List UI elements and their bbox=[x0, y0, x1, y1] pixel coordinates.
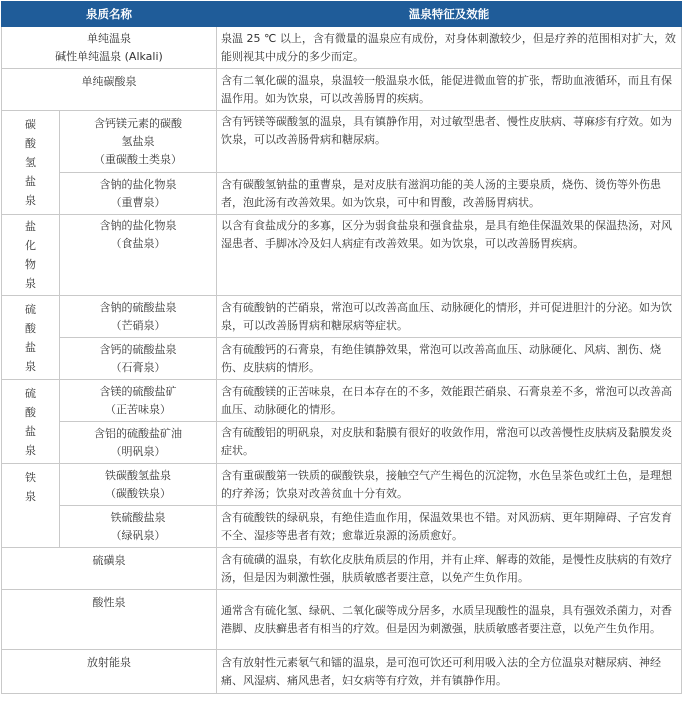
table-row bbox=[2, 650, 682, 694]
group-label-char: 盐 bbox=[25, 424, 36, 438]
spring-name-cell bbox=[60, 506, 217, 548]
table-row bbox=[2, 548, 682, 590]
group-label-char: 铁 bbox=[25, 471, 36, 484]
table-row bbox=[2, 590, 682, 650]
spring-name-cell bbox=[2, 650, 217, 694]
spring-name-cell bbox=[2, 548, 217, 590]
spring-description: 通常含有硫化氢、绿矾、二氧化碳等成分居多，水质呈现酸性的温泉，具有强效杀菌力，对香港脚、皮肤癣患者有相当的疗效。但是因为刺激强，肤质敏感者要注意，以免产生负作用。 bbox=[217, 590, 682, 650]
spring-name-cell bbox=[60, 338, 217, 380]
group-label-char: 硫 bbox=[25, 302, 36, 316]
spring-name-line: （正苦味泉） bbox=[105, 402, 171, 416]
spring-description: 泉温 25 ℃ 以上，含有微量的温泉应有成份，对身体刺激较少，但是疗养的范围相对扩大，效能则视其中成分的多少而定。 bbox=[217, 27, 682, 69]
group-label-char: 泉 bbox=[25, 443, 36, 457]
table-header-row bbox=[2, 2, 682, 27]
header-spring-features: 温泉特征及效能 bbox=[217, 2, 682, 27]
group-label-carbonate bbox=[2, 111, 60, 215]
spring-name-line: 含钙的硫酸盐泉 bbox=[99, 342, 177, 356]
group-label-char: 氢 bbox=[25, 156, 36, 169]
header-spring-name: 泉质名称 bbox=[2, 2, 217, 27]
spring-name-line: 含钠的盐化物泉 bbox=[99, 177, 177, 191]
group-label-char: 泉 bbox=[25, 490, 36, 503]
spring-name-line: 单纯温泉 bbox=[87, 31, 131, 45]
group-label-char: 酸 bbox=[25, 321, 36, 335]
spring-name-line: 铁碳酸氢盐泉 bbox=[105, 468, 171, 482]
spring-description: 以含有食盐成分的多寡，区分为弱食盐泉和强食盐泉，是具有绝佳保温效果的保温热汤，对风湿患者、手脚冰冷及妇人病症有改善效果。如为饮泉，可以改善肠胃疾病。 bbox=[217, 215, 682, 296]
spring-name-line: （明矾泉） bbox=[110, 444, 166, 458]
spring-name-cell bbox=[60, 173, 217, 215]
spring-name-line: 含钠的硫酸盐泉 bbox=[99, 300, 177, 314]
group-label-char: 泉 bbox=[25, 194, 36, 207]
group-label-char: 盐 bbox=[25, 340, 36, 354]
spring-name-cell bbox=[60, 464, 217, 506]
spring-name-line: （碳酸铁泉） bbox=[105, 486, 171, 500]
spring-name-cell bbox=[60, 111, 217, 173]
spring-name-cell bbox=[2, 590, 217, 650]
spring-name-cell bbox=[60, 422, 217, 464]
spring-name-cell bbox=[2, 69, 217, 111]
spring-description: 含有硫酸镁的正苦味泉，在日本存在的不多，效能跟芒硝泉、石膏泉差不多，常泡可以改善高血压、动脉硬化的情形。 bbox=[217, 380, 682, 422]
spring-description: 含有硫磺的温泉，有软化皮肤角质层的作用，并有止痒、解毒的效能，是慢性皮肤病的有效疗汤，但是因为刺激性强，肤质敏感者要注意，以免产生负作用。 bbox=[217, 548, 682, 590]
spring-name-line: 氢盐泉 bbox=[121, 134, 155, 148]
spring-name-cell bbox=[60, 215, 217, 296]
group-label-iron bbox=[2, 464, 60, 548]
table-row bbox=[2, 215, 682, 296]
table-row bbox=[2, 296, 682, 338]
spring-description: 含有硫酸铁的绿矾泉，有绝佳造血作用，保温效果也不错。对风沥病、更年期障碍、子宫发育不全、湿疹等患者有效；愈靠近泉源的汤质愈好。 bbox=[217, 506, 682, 548]
group-label-char: 泉 bbox=[25, 359, 36, 373]
spring-description: 含有硫酸钙的石膏泉，有绝佳镇静效果，常泡可以改善高血压、动脉硬化、风病、割伤、烧伤、皮肤病的情形。 bbox=[217, 338, 682, 380]
spring-name-line: （食盐泉） bbox=[110, 237, 166, 250]
group-label-char: 酸 bbox=[25, 137, 36, 150]
spring-description: 含有二氧化碳的温泉，泉温较一般温泉水低，能促进微血管的扩张，帮助血液循环，而且有保温作用。如为饮泉，可以改善肠胃的疾病。 bbox=[217, 69, 682, 111]
group-label-salt bbox=[2, 215, 60, 296]
group-label-char: 盐 bbox=[25, 220, 36, 233]
group-label-char: 物 bbox=[25, 258, 36, 271]
spring-name-cell bbox=[60, 296, 217, 338]
spring-name-line: （重曹泉） bbox=[110, 195, 166, 209]
spring-name-line: 含钠的盐化物泉 bbox=[99, 219, 177, 232]
group-label-char: 碳 bbox=[25, 118, 36, 131]
spring-name-line: 放射能泉 bbox=[87, 656, 131, 669]
group-label-char: 酸 bbox=[25, 405, 36, 419]
spring-description: 含有硫酸钠的芒硝泉，常泡可以改善高血压、动脉硬化的情形，并可促进胆汁的分泌。如为饮泉，可以改善肠胃病和糖尿病等症状。 bbox=[217, 296, 682, 338]
spring-description: 含有重碳酸第一铁质的碳酸铁泉，接触空气产生褐色的沉淀物，水色呈茶色或红土色，是理想的疗养汤；饮泉对改善贫血十分有效。 bbox=[217, 464, 682, 506]
spring-name-line: 含铝的硫酸盐矿油 bbox=[94, 426, 182, 440]
spring-name-line: 含钙镁元素的碳酸 bbox=[94, 116, 182, 130]
spring-name-line: （绿矾泉） bbox=[110, 528, 166, 542]
table-row bbox=[2, 338, 682, 380]
spring-name-cell bbox=[60, 380, 217, 422]
group-label-char: 盐 bbox=[25, 175, 36, 188]
hot-spring-table bbox=[1, 1, 682, 694]
table-row bbox=[2, 27, 682, 69]
group-label-char: 硫 bbox=[25, 386, 36, 400]
spring-name-line: 碱性单纯温泉 (Alkali) bbox=[55, 49, 163, 63]
spring-name-cell bbox=[2, 27, 217, 69]
table-row bbox=[2, 69, 682, 111]
spring-name-line: 含镁的硫酸盐矿 bbox=[99, 384, 177, 398]
group-label-sulfate bbox=[2, 380, 60, 464]
group-label-char: 泉 bbox=[25, 277, 36, 290]
group-label-char: 化 bbox=[25, 239, 36, 252]
group-label-sulfate bbox=[2, 296, 60, 380]
spring-name-line: （重碳酸土类泉） bbox=[94, 152, 182, 166]
spring-name-line: （石膏泉） bbox=[110, 360, 166, 374]
table-row bbox=[2, 506, 682, 548]
spring-name-line: 硫磺泉 bbox=[92, 554, 126, 567]
table-row bbox=[2, 380, 682, 422]
spring-description: 含有放射性元素氡气和镭的温泉，是可泡可饮还可利用吸入法的全方位温泉对糖尿病、神经痛、风湿病、痛风患者，妇女病等有疗效，并有镇静作用。 bbox=[217, 650, 682, 694]
spring-name-line: 单纯碳酸泉 bbox=[81, 75, 137, 88]
spring-name-line: 铁硫酸盐泉 bbox=[110, 510, 166, 524]
table-row bbox=[2, 173, 682, 215]
spring-name-line: （芒硝泉） bbox=[110, 318, 166, 332]
spring-description: 含有碳酸氢钠盐的重曹泉，是对皮肤有滋润功能的美人汤的主要泉质，烧伤、烫伤等外伤患者，泡此汤有改善效果。如为饮泉，可中和胃酸，改善肠胃病状。 bbox=[217, 173, 682, 215]
spring-description: 含有钙镁等碳酸氢的温泉，具有镇静作用，对过敏型患者、慢性皮肤病、荨麻疹有疗效。如为饮泉，可以改善肠骨病和糖尿病。 bbox=[217, 111, 682, 173]
spring-description: 含有硫酸铝的明矾泉，对皮肤和黏膜有很好的收敛作用，常泡可以改善慢性皮肤病及黏膜发炎症状。 bbox=[217, 422, 682, 464]
spring-name-line: 酸性泉 bbox=[92, 596, 126, 609]
table-row bbox=[2, 111, 682, 173]
table-row bbox=[2, 422, 682, 464]
table-row bbox=[2, 464, 682, 506]
